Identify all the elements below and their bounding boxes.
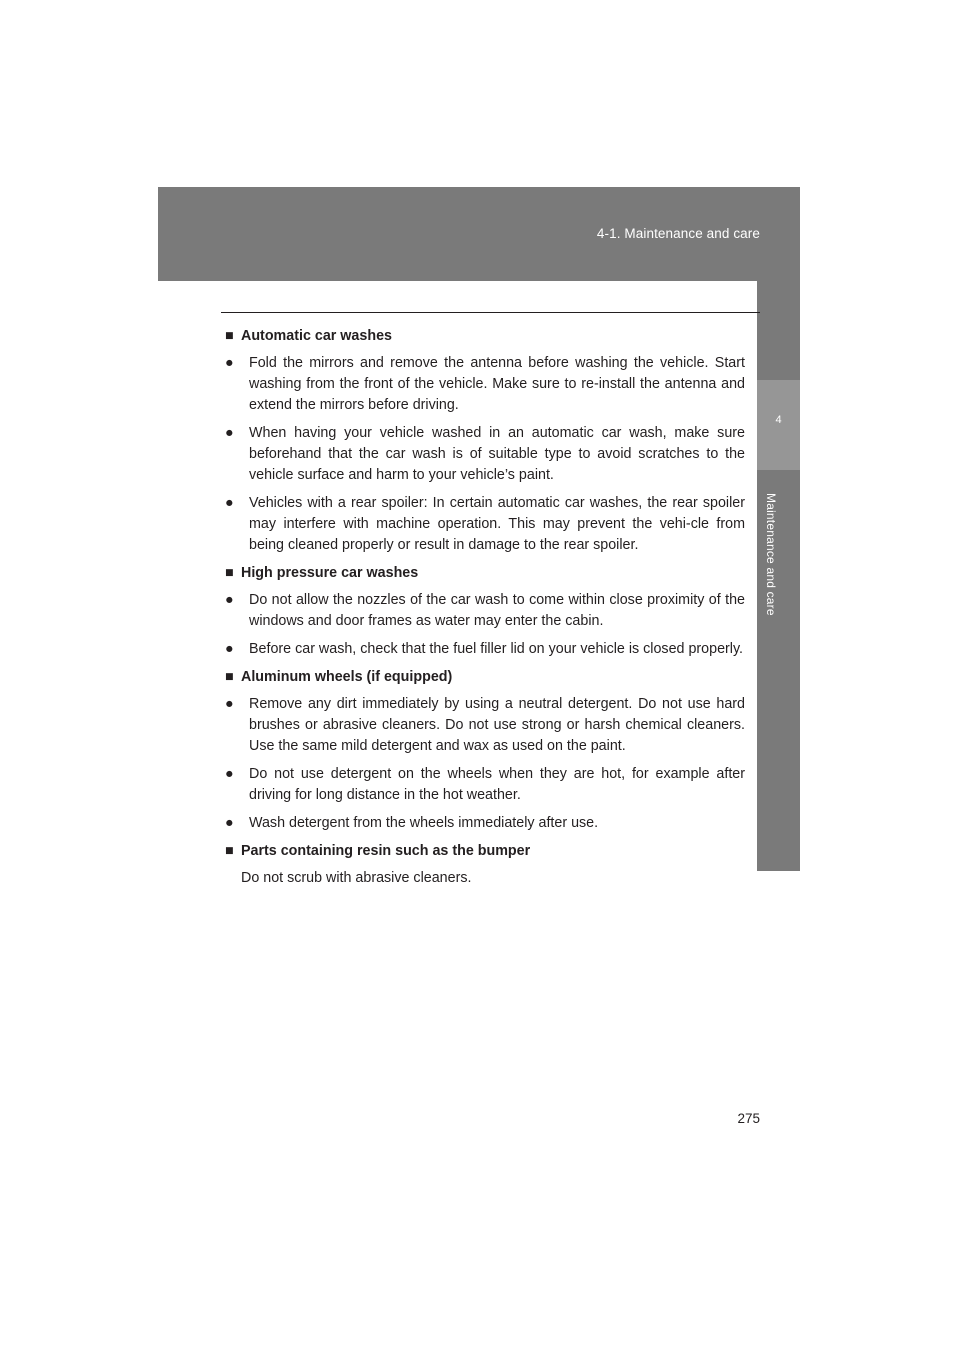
- bullet-marker: ●: [225, 425, 234, 441]
- bullet-item: [225, 813, 745, 834]
- header-rule: [221, 312, 760, 313]
- bullet-marker: ●: [225, 495, 234, 511]
- section-heading-text: Automatic car washes: [241, 328, 392, 344]
- bullet-item: [225, 590, 745, 632]
- header-title: 4-1. Maintenance and care: [596, 226, 760, 241]
- bullet-text: Wash detergent from the wheels immediately after use.: [249, 815, 599, 831]
- bullet-text: Do not allow the nozzles of the car wash to come within close proximity of the windows and door frames as water may enter the cabin.: [249, 592, 745, 629]
- bullet-item: [225, 694, 745, 757]
- section-heading-high-pressure-car-washes: [225, 563, 745, 584]
- bullet-text: Fold the mirrors and remove the antenna before washing the vehicle. Start washing from the front of the vehicle. Make sure to re-install the antenna and extend the mirrors before driving.: [249, 355, 745, 413]
- bullet-item: [225, 423, 745, 486]
- page-number: 275: [737, 1111, 760, 1126]
- heading-marker: ■: [225, 328, 234, 344]
- chapter-number: 4: [775, 414, 782, 426]
- bullet-item: [225, 764, 745, 806]
- chapter-side-tab[interactable]: [757, 281, 800, 871]
- bullet-text: Remove any dirt immediately by using a neutral detergent. Do not use hard brushes or abrasive cleaners. Do not use strong or harsh chemical cleaners. Use the same mild detergent and wax as used on the paint.: [249, 696, 745, 754]
- section-heading-aluminum-wheels: [225, 667, 745, 688]
- section-heading-text: Aluminum wheels (if equipped): [241, 669, 453, 685]
- bullet-item: [225, 493, 745, 556]
- bullet-marker: ●: [225, 641, 234, 657]
- heading-marker: ■: [225, 843, 234, 859]
- heading-marker: ■: [225, 669, 234, 685]
- bullet-marker: ●: [225, 815, 234, 831]
- section-heading-resin-parts: [225, 841, 745, 862]
- bullet-marker: ●: [225, 355, 234, 371]
- bullet-text: Before car wash, check that the fuel filler lid on your vehicle is closed properly.: [249, 641, 744, 657]
- section-body-text: Do not scrub with abrasive cleaners.: [241, 870, 472, 886]
- page-content: [225, 326, 745, 895]
- bullet-text: Vehicles with a rear spoiler: In certain automatic car washes, the rear spoiler may interfere with machine operation. This may prevent the vehi-cle from being cleaned properly or result in damage to the rear spoiler.: [249, 495, 745, 553]
- bullet-text: Do not use detergent on the wheels when they are hot, for example after driving for long distance in the hot weather.: [249, 766, 745, 803]
- bullet-item: [225, 353, 745, 416]
- chapter-number-box: [757, 380, 800, 470]
- bullet-text: When having your vehicle washed in an automatic car wash, make sure beforehand that the car wash is of suitable type to avoid scratches to the vehicle surface and harm to your vehicle’s paint.: [249, 425, 745, 483]
- bullet-marker: ●: [225, 592, 234, 608]
- header-band: [158, 187, 800, 281]
- bullet-item: [225, 639, 745, 660]
- section-heading-automatic-car-washes: [225, 326, 745, 347]
- bullet-marker: ●: [225, 696, 234, 712]
- section-heading-text: Parts containing resin such as the bumper: [241, 843, 531, 859]
- section-heading-text: High pressure car washes: [241, 565, 419, 581]
- chapter-label: Maintenance and care: [764, 493, 778, 616]
- bullet-marker: ●: [225, 766, 234, 782]
- heading-marker: ■: [225, 565, 234, 581]
